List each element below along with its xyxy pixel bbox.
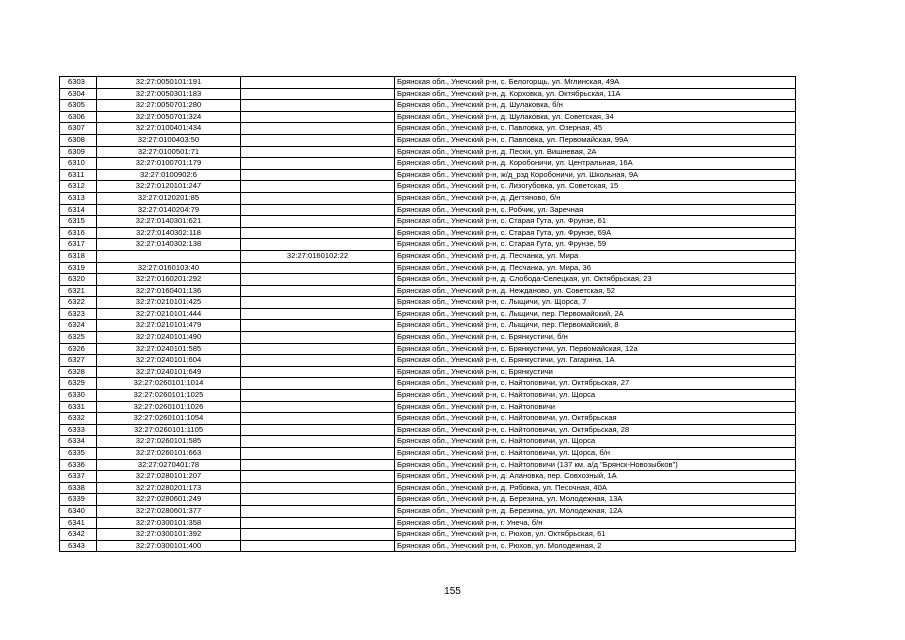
table-row (60, 436, 796, 448)
row-number-cell: 6328 (60, 366, 97, 378)
address-cell: Брянская обл., Унечский р-н, с. Рюхов, ул. Октябрьская, 61 (395, 529, 796, 541)
row-number-cell: 6320 (60, 274, 97, 286)
address-cell: Брянская обл., Унечский р-н, с. Лыщичи, пер. Первомайский, 8 (395, 320, 796, 332)
cadastral-number-cell: 32:27:0160401:136 (97, 285, 241, 297)
table-row (60, 448, 796, 460)
table-row (60, 274, 796, 286)
cadastral-number-alt-cell (241, 494, 395, 506)
cadastral-number-alt-cell (241, 540, 395, 552)
table-row (60, 459, 796, 471)
cadastral-number-alt-cell (241, 436, 395, 448)
cadastral-number-cell: 32:27:0100902:6 (97, 169, 241, 181)
cadastral-number-alt-cell (241, 204, 395, 216)
registry-table-body (60, 77, 796, 552)
cadastral-number-alt-cell (241, 424, 395, 436)
table-row (60, 239, 796, 251)
address-cell: Брянская обл., Унечский р-н, с. Лыщичи, ул. Щорса, 7 (395, 297, 796, 309)
cadastral-number-cell: 32:27:0260101:1026 (97, 401, 241, 413)
address-cell: Брянская обл., Унечский р-н, ж/д_рзд Коробоничи, ул. Школьная, 9А (395, 169, 796, 181)
cadastral-number-cell: 32:27:0160201:292 (97, 274, 241, 286)
cadastral-number-cell: 32:27:0050101:191 (97, 77, 241, 89)
address-cell: Брянская обл., Унечский р-н, с. Найтоповичи, ул. Щорса (395, 390, 796, 402)
row-number-cell: 6306 (60, 111, 97, 123)
row-number-cell: 6319 (60, 262, 97, 274)
cadastral-number-cell: 32:27:0240101:585 (97, 343, 241, 355)
cadastral-number-alt-cell: 32:27:0160102:22 (241, 250, 395, 262)
address-cell: Брянская обл., Унечский р-н, д. Слобода-Селецкая, ул. Октябрьская, 23 (395, 274, 796, 286)
row-number-cell: 6334 (60, 436, 97, 448)
row-number-cell: 6327 (60, 355, 97, 367)
address-cell: Брянская обл., Унечский р-н, с. Белогорщь, ул. Мглинская, 49А (395, 77, 796, 89)
cadastral-number-alt-cell (241, 401, 395, 413)
cadastral-number-cell: 32:27:0100403:50 (97, 134, 241, 146)
cadastral-number-alt-cell (241, 297, 395, 309)
row-number-cell: 6321 (60, 285, 97, 297)
cadastral-number-cell: 32:27:0100401:434 (97, 123, 241, 135)
row-number-cell: 6317 (60, 239, 97, 251)
address-cell: Брянская обл., Унечский р-н, г. Унеча, б/н (395, 517, 796, 529)
cadastral-number-cell: 32:27:0050701:324 (97, 111, 241, 123)
row-number-cell: 6338 (60, 482, 97, 494)
address-cell: Брянская обл., Унечский р-н, с. Брянкустичи (395, 366, 796, 378)
address-cell: Брянская обл., Унечский р-н, с. Лыщичи, пер. Первомайский, 2А (395, 308, 796, 320)
row-number-cell: 6312 (60, 181, 97, 193)
row-number-cell: 6331 (60, 401, 97, 413)
address-cell: Брянская обл., Унечский р-н, с. Найтоповичи, ул. Щорса, б/н (395, 448, 796, 460)
cadastral-number-cell: 32:27:0300101:400 (97, 540, 241, 552)
table-row (60, 111, 796, 123)
address-cell: Брянская обл., Унечский р-н, с. Найтоповичи, ул. Октябрьская, 28 (395, 424, 796, 436)
cadastral-number-alt-cell (241, 471, 395, 483)
cadastral-number-cell: 32:27:0260101:585 (97, 436, 241, 448)
address-cell: Брянская обл., Унечский р-н, д. Корховка, ул. Октябрьская, 11А (395, 88, 796, 100)
cadastral-number-cell: 32:27:0260101:1054 (97, 413, 241, 425)
table-row (60, 262, 796, 274)
table-row (60, 482, 796, 494)
table-row (60, 134, 796, 146)
cadastral-number-cell: 32:27:0210101:444 (97, 308, 241, 320)
table-row (60, 308, 796, 320)
cadastral-number-alt-cell (241, 100, 395, 112)
table-row (60, 332, 796, 344)
table-row (60, 366, 796, 378)
row-number-cell: 6330 (60, 390, 97, 402)
table-row (60, 471, 796, 483)
cadastral-number-cell: 32:27:0100701:179 (97, 158, 241, 170)
table-row (60, 517, 796, 529)
cadastral-number-cell: 32:27:0120201:85 (97, 192, 241, 204)
address-cell: Брянская обл., Унечский р-н, д. Шулаковка, б/н (395, 100, 796, 112)
table-row (60, 88, 796, 100)
row-number-cell: 6310 (60, 158, 97, 170)
table-row (60, 100, 796, 112)
cadastral-number-alt-cell (241, 285, 395, 297)
address-cell: Брянская обл., Унечский р-н, д. Нежданово, ул. Советская, 52 (395, 285, 796, 297)
row-number-cell: 6339 (60, 494, 97, 506)
cadastral-number-cell: 32:27:0100501:71 (97, 146, 241, 158)
address-cell: Брянская обл., Унечский р-н, с. Брянкустичи, ул. Гагарина, 1А (395, 355, 796, 367)
cadastral-number-alt-cell (241, 111, 395, 123)
row-number-cell: 6341 (60, 517, 97, 529)
table-row (60, 355, 796, 367)
row-number-cell: 6309 (60, 146, 97, 158)
table-row (60, 297, 796, 309)
address-cell: Брянская обл., Унечский р-н, с. Найтоповичи, ул. Щорса (395, 436, 796, 448)
cadastral-number-cell: 32:27:0120101:247 (97, 181, 241, 193)
cadastral-number-cell: 32:27:0300101:392 (97, 529, 241, 541)
row-number-cell: 6323 (60, 308, 97, 320)
table-row (60, 146, 796, 158)
table-row (60, 320, 796, 332)
cadastral-number-alt-cell (241, 320, 395, 332)
cadastral-number-cell: 32:27:0140301:621 (97, 216, 241, 228)
table-row (60, 424, 796, 436)
address-cell: Брянская обл., Унечский р-н, д. Рябовка, ул. Песочная, 40А (395, 482, 796, 494)
cadastral-number-alt-cell (241, 262, 395, 274)
row-number-cell: 6335 (60, 448, 97, 460)
table-row (60, 123, 796, 135)
cadastral-number-alt-cell (241, 378, 395, 390)
cadastral-number-alt-cell (241, 448, 395, 460)
cadastral-number-cell: 32:27:0280101:207 (97, 471, 241, 483)
table-row (60, 250, 796, 262)
table-row (60, 529, 796, 541)
cadastral-number-cell: 32:27:0160103:40 (97, 262, 241, 274)
cadastral-number-alt-cell (241, 123, 395, 135)
cadastral-number-alt-cell (241, 482, 395, 494)
table-row (60, 401, 796, 413)
address-cell: Брянская обл., Унечский р-н, д. Алановка, пер. Совхозный, 1А (395, 471, 796, 483)
cadastral-number-cell: 32:27:0270401:78 (97, 459, 241, 471)
cadastral-number-cell: 32:27:0280201:173 (97, 482, 241, 494)
registry-table (59, 76, 796, 552)
cadastral-number-cell (97, 250, 241, 262)
cadastral-number-alt-cell (241, 366, 395, 378)
address-cell: Брянская обл., Унечский р-н, с. Найтоповичи, ул. Октябрьская, 27 (395, 378, 796, 390)
cadastral-number-cell: 32:27:0050301:183 (97, 88, 241, 100)
cadastral-number-alt-cell (241, 529, 395, 541)
cadastral-number-alt-cell (241, 390, 395, 402)
address-cell: Брянская обл., Унечский р-н, д. Шулаковка, ул. Советская, 34 (395, 111, 796, 123)
row-number-cell: 6318 (60, 250, 97, 262)
address-cell: Брянская обл., Унечский р-н, д. Песчанка, ул. Мира (395, 250, 796, 262)
row-number-cell: 6322 (60, 297, 97, 309)
address-cell: Брянская обл., Унечский р-н, с. Старая Гута, ул. Фрунзе, 61 (395, 216, 796, 228)
row-number-cell: 6329 (60, 378, 97, 390)
table-row (60, 285, 796, 297)
cadastral-number-alt-cell (241, 181, 395, 193)
cadastral-number-cell: 32:27:0240101:649 (97, 366, 241, 378)
table-row (60, 227, 796, 239)
row-number-cell: 6316 (60, 227, 97, 239)
row-number-cell: 6305 (60, 100, 97, 112)
cadastral-number-cell: 32:27:0140204:79 (97, 204, 241, 216)
cadastral-number-cell: 32:27:0260101:1025 (97, 390, 241, 402)
row-number-cell: 6333 (60, 424, 97, 436)
cadastral-number-alt-cell (241, 169, 395, 181)
cadastral-number-alt-cell (241, 274, 395, 286)
address-cell: Брянская обл., Унечский р-н, с. Павловка, ул. Первомайская, 99А (395, 134, 796, 146)
row-number-cell: 6313 (60, 192, 97, 204)
cadastral-number-cell: 32:27:0140302:118 (97, 227, 241, 239)
cadastral-number-alt-cell (241, 88, 395, 100)
address-cell: Брянская обл., Унечский р-н, с. Старая Гута, ул. Фрунзе, 59 (395, 239, 796, 251)
address-cell: Брянская обл., Унечский р-н, с. Найтоповичи (395, 401, 796, 413)
row-number-cell: 6303 (60, 77, 97, 89)
row-number-cell: 6342 (60, 529, 97, 541)
address-cell: Брянская обл., Унечский р-н, с. Лизогубовка, ул. Советская, 15 (395, 181, 796, 193)
address-cell: Брянская обл., Унечский р-н, с. Найтоповичи (137 км. а/д "Брянск-Новозыбков") (395, 459, 796, 471)
row-number-cell: 6304 (60, 88, 97, 100)
cadastral-number-alt-cell (241, 459, 395, 471)
row-number-cell: 6315 (60, 216, 97, 228)
cadastral-number-alt-cell (241, 517, 395, 529)
cadastral-number-cell: 32:27:0280601:249 (97, 494, 241, 506)
cadastral-number-alt-cell (241, 77, 395, 89)
address-cell: Брянская обл., Унечский р-н, с. Брянкустичи, ул. Первомайская, 12а (395, 343, 796, 355)
cadastral-number-cell: 32:27:0260101:663 (97, 448, 241, 460)
row-number-cell: 6311 (60, 169, 97, 181)
cadastral-number-alt-cell (241, 505, 395, 517)
address-cell: Брянская обл., Унечский р-н, д. Пески, ул. Вишневая, 2А (395, 146, 796, 158)
table-row (60, 540, 796, 552)
row-number-cell: 6308 (60, 134, 97, 146)
cadastral-number-cell: 32:27:0240101:604 (97, 355, 241, 367)
table-row (60, 204, 796, 216)
cadastral-number-cell: 32:27:0280601:377 (97, 505, 241, 517)
address-cell: Брянская обл., Унечский р-н, д. Дегтяново, б/н (395, 192, 796, 204)
address-cell: Брянская обл., Унечский р-н, с. Павловка, ул. Озерная, 45 (395, 123, 796, 135)
row-number-cell: 6332 (60, 413, 97, 425)
cadastral-number-cell: 32:27:0260101:1105 (97, 424, 241, 436)
cadastral-number-alt-cell (241, 158, 395, 170)
table-row (60, 158, 796, 170)
address-cell: Брянская обл., Унечский р-н, д. Песчанка, ул. Мира, 36 (395, 262, 796, 274)
row-number-cell: 6337 (60, 471, 97, 483)
table-row (60, 216, 796, 228)
row-number-cell: 6343 (60, 540, 97, 552)
cadastral-number-alt-cell (241, 227, 395, 239)
row-number-cell: 6325 (60, 332, 97, 344)
cadastral-number-cell: 32:27:0260101:1014 (97, 378, 241, 390)
table-row (60, 192, 796, 204)
cadastral-number-alt-cell (241, 332, 395, 344)
address-cell: Брянская обл., Унечский р-н, д. Коробоничи, ул. Центральная, 16А (395, 158, 796, 170)
cadastral-number-alt-cell (241, 134, 395, 146)
page-number: 155 (444, 586, 461, 597)
address-cell: Брянская обл., Унечский р-н, с. Рюхов, ул. Молодежная, 2 (395, 540, 796, 552)
table-row (60, 413, 796, 425)
address-cell: Брянская обл., Унечский р-н, с. Найтоповичи, ул. Октябрьская (395, 413, 796, 425)
cadastral-number-cell: 32:27:0300101:358 (97, 517, 241, 529)
address-cell: Брянская обл., Унечский р-н, д. Березина, ул. Молодежная, 12А (395, 505, 796, 517)
table-row (60, 77, 796, 89)
cadastral-number-alt-cell (241, 146, 395, 158)
address-cell: Брянская обл., Унечский р-н, с. Брянкустичи, б/н (395, 332, 796, 344)
row-number-cell: 6314 (60, 204, 97, 216)
cadastral-number-alt-cell (241, 192, 395, 204)
row-number-cell: 6340 (60, 505, 97, 517)
table-row (60, 169, 796, 181)
address-cell: Брянская обл., Унечский р-н, с. Старая Гута, ул. Фрунзе, 69А (395, 227, 796, 239)
row-number-cell: 6326 (60, 343, 97, 355)
row-number-cell: 6324 (60, 320, 97, 332)
table-row (60, 181, 796, 193)
table-row (60, 378, 796, 390)
cadastral-number-alt-cell (241, 308, 395, 320)
cadastral-number-alt-cell (241, 355, 395, 367)
row-number-cell: 6336 (60, 459, 97, 471)
table-row (60, 390, 796, 402)
cadastral-number-alt-cell (241, 343, 395, 355)
cadastral-number-cell: 32:27:0140302:138 (97, 239, 241, 251)
table-row (60, 505, 796, 517)
cadastral-number-alt-cell (241, 216, 395, 228)
cadastral-number-alt-cell (241, 239, 395, 251)
table-row (60, 343, 796, 355)
row-number-cell: 6307 (60, 123, 97, 135)
cadastral-number-cell: 32:27:0210101:425 (97, 297, 241, 309)
cadastral-number-alt-cell (241, 413, 395, 425)
cadastral-number-cell: 32:27:0210101:479 (97, 320, 241, 332)
address-cell: Брянская обл., Унечский р-н, с. Робчик, ул. Заречная (395, 204, 796, 216)
cadastral-number-cell: 32:27:0050701:280 (97, 100, 241, 112)
table-row (60, 494, 796, 506)
address-cell: Брянская обл., Унечский р-н, д. Березина, ул. Молодежная, 13А (395, 494, 796, 506)
cadastral-number-cell: 32:27:0240101:490 (97, 332, 241, 344)
